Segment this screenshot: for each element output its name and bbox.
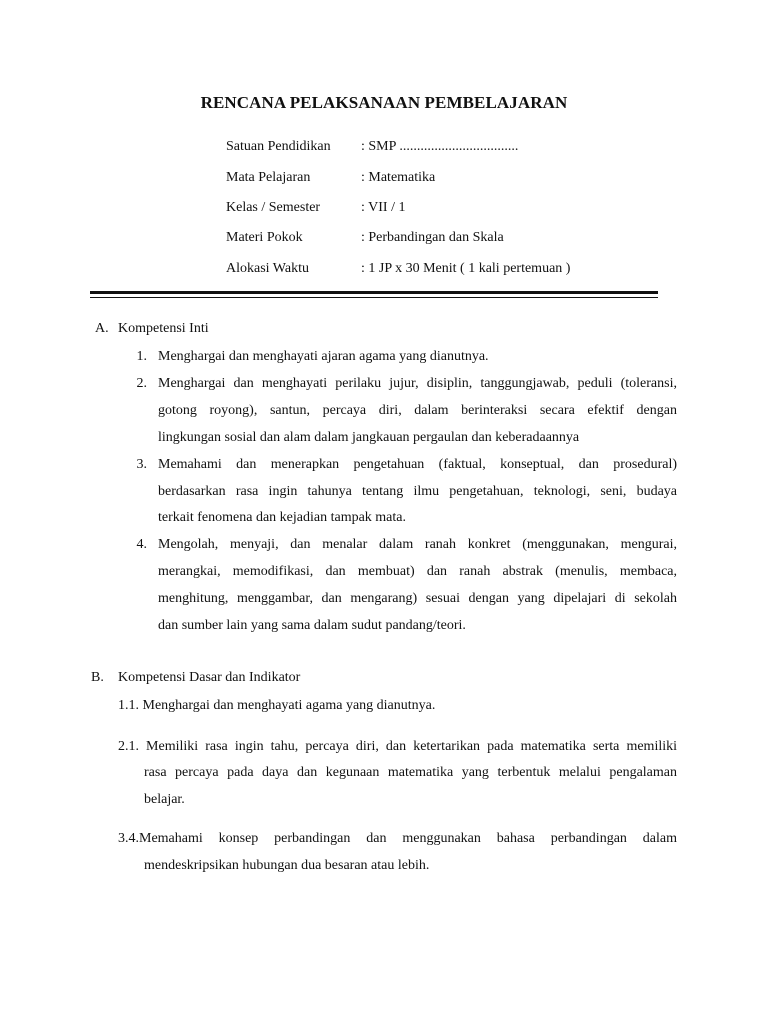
identity-value: : 1 JP x 30 Menit ( 1 kali pertemuan ) [361,261,571,276]
list-item-line: merangkai, memodifikasi, dan membuat) dan ranah abstrak (menulis, membaca, [158,564,677,579]
list-item-line: Menghargai dan menghayati perilaku jujur, disiplin, tanggungjawab, peduli (toleransi, [158,376,677,391]
competency-line: belajar. [144,792,185,807]
list-item-line: menghitung, menggambar, dan mengarang) sesuai dengan yang dipelajari di sekolah [158,591,677,606]
competency-line: 2.1. Memiliki rasa ingin tahu, percaya diri, dan ketertarikan pada matematika serta memiliki [118,739,677,754]
list-item-number: 2. [136,376,147,391]
list-item-line: Mengolah, menyaji, dan menalar dalam ranah konkret (menggunakan, mengurai, [158,537,677,552]
separator-rule-thin [90,297,658,298]
list-item-number: 3. [136,457,147,472]
list-item-line: lingkungan sosial dan alam dalam jangkauan pergaulan dan keberadaannya [158,430,580,445]
identity-label: Alokasi Waktu [226,261,309,276]
list-item-number: 1. [136,349,147,364]
section-marker: B. [91,670,104,685]
list-item-line: terkait fenomena dan kejadian tampak mata. [158,510,407,525]
identity-value: : SMP .................................. [361,139,519,154]
list-item-line: Menghargai dan menghayati ajaran agama yang dianutnya. [158,349,489,364]
competency-line: 1.1. Menghargai dan menghayati agama yang dianutnya. [118,698,436,713]
competency-line: mendeskripsikan hubungan dua besaran atau lebih. [144,858,430,873]
list-item-line: dan sumber lain yang sama dalam sudut pandang/teori. [158,618,466,633]
identity-value: : VII / 1 [361,200,406,215]
section-heading: Kompetensi Dasar dan Indikator [118,670,301,685]
identity-label: Satuan Pendidikan [226,139,331,154]
identity-label: Kelas / Semester [226,200,321,215]
list-item-line: Memahami dan menerapkan pengetahuan (faktual, konseptual, dan prosedural) [158,457,677,472]
separator-rule-thick [90,291,658,294]
competency-line: rasa percaya pada daya dan kegunaan matematika yang terbentuk melalui pengalaman [144,765,677,780]
section-marker: A. [95,321,109,336]
list-item-number: 4. [136,537,147,552]
competency-line: 3.4.Memahami konsep perbandingan dan menggunakan bahasa perbandingan dalam [118,831,677,846]
section-heading: Kompetensi Inti [118,321,209,336]
list-item-line: gotong royong), santun, percaya diri, dalam berinteraksi secara efektif dengan [158,403,677,418]
identity-value: : Perbandingan dan Skala [361,230,504,245]
identity-label: Mata Pelajaran [226,170,311,185]
identity-value: : Matematika [361,170,436,185]
document-title: RENCANA PELAKSANAAN PEMBELAJARAN [200,93,568,112]
list-item-line: berdasarkan rasa ingin tahunya tentang ilmu pengetahuan, teknologi, seni, budaya [158,484,677,499]
identity-label: Materi Pokok [226,230,303,245]
